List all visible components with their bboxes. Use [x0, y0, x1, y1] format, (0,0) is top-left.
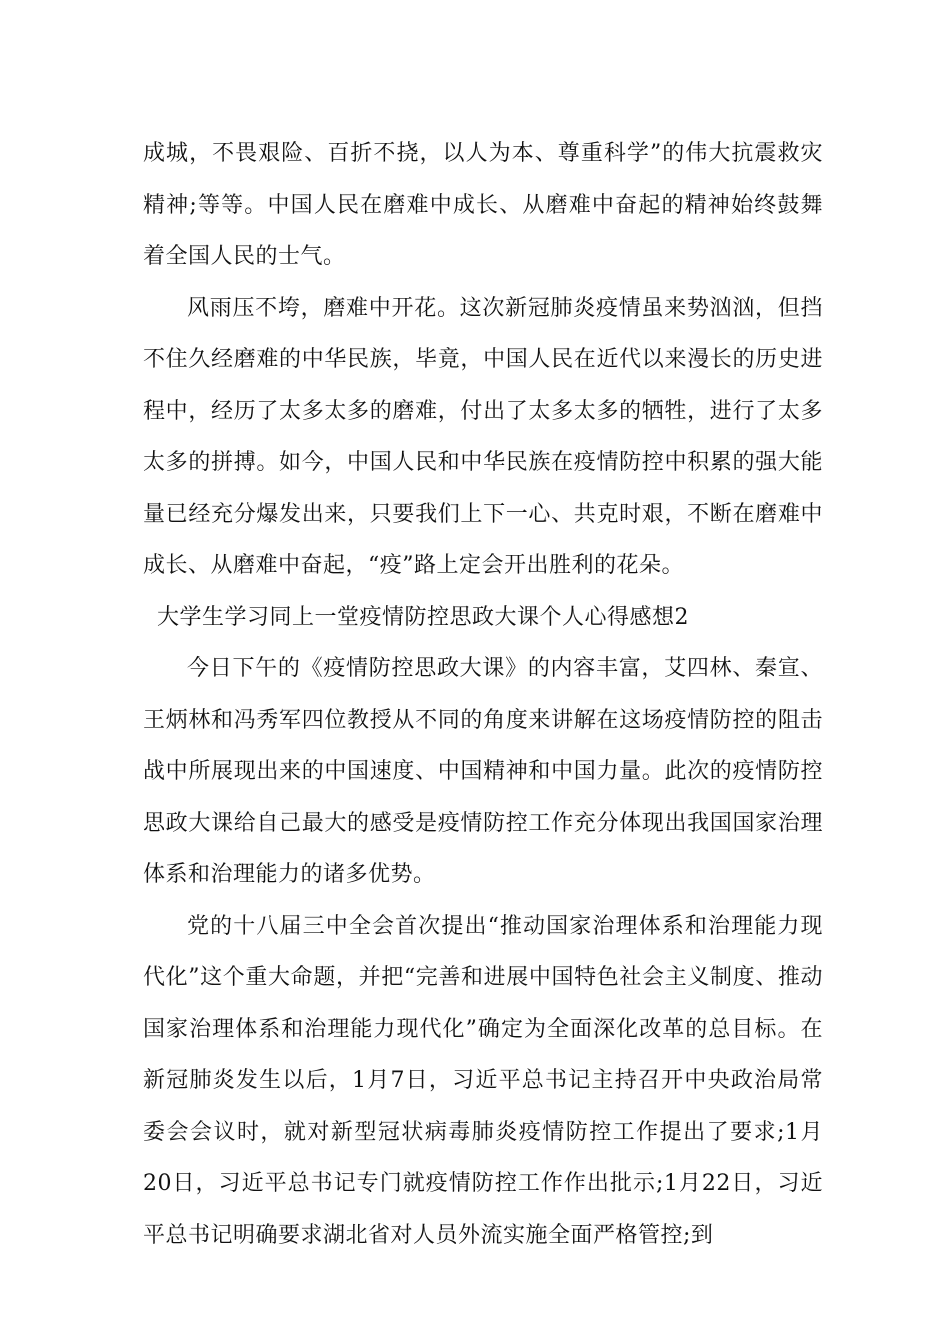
- paragraph: 风雨压不垮，磨难中开花。这次新冠肺炎疫情虽来势汹汹，但挡不住久经磨难的中华民族，毕竟，中国人民在近代以来漫长的历史进程中，经历了太多太多的磨难，付出了太多太多的牺牲，进行了太多太多的拼搏。如今，中国人民和中华民族在疫情防控中积累的强大能量已经充分爆发出来，只要我们上下一心、共克时艰，不断在磨难中成长、从磨难中奋起，“疫”路上定会开出胜利的花朵。: [143, 295, 823, 578]
- document-body: [143, 128, 823, 1261]
- section-heading: 大学生学习同上一堂疫情防控思政大课个人心得感想2: [157, 604, 689, 630]
- paragraph-continued: 成城，不畏艰险、百折不挠，以人为本、尊重科学”的伟大抗震救灾精神;等等。中国人民在磨难中成长、从磨难中奋起的精神始终鼓舞着全国人民的士气。: [143, 141, 823, 269]
- paragraph: 今日下午的《疫情防控思政大课》的内容丰富，艾四林、秦宣、王炳林和冯秀军四位教授从不同的角度来讲解在这场疫情防控的阻击战中所展现出来的中国速度、中国精神和中国力量。此次的疫情防控思政大课给自己最大的感受是疫情防控工作充分体现出我国国家治理体系和治理能力的诸多优势。: [143, 656, 823, 887]
- paragraph: 党的十八届三中全会首次提出“推动国家治理体系和治理能力现代化”这个重大命题，并把“完善和进展中国特色社会主义制度、推动国家治理体系和治理能力现代化”确定为全面深化改革的总目标。在新冠肺炎发生以后，1月7日，习近平总书记主持召开中央政治局常委会会议时，就对新型冠状病毒肺炎疫情防控工作提出了要求;1月20日，习近平总书记专门就疫情防控工作作出批示;1月22日，习近平总书记明确要求湖北省对人员外流实施全面严格管控;到: [143, 913, 823, 1248]
